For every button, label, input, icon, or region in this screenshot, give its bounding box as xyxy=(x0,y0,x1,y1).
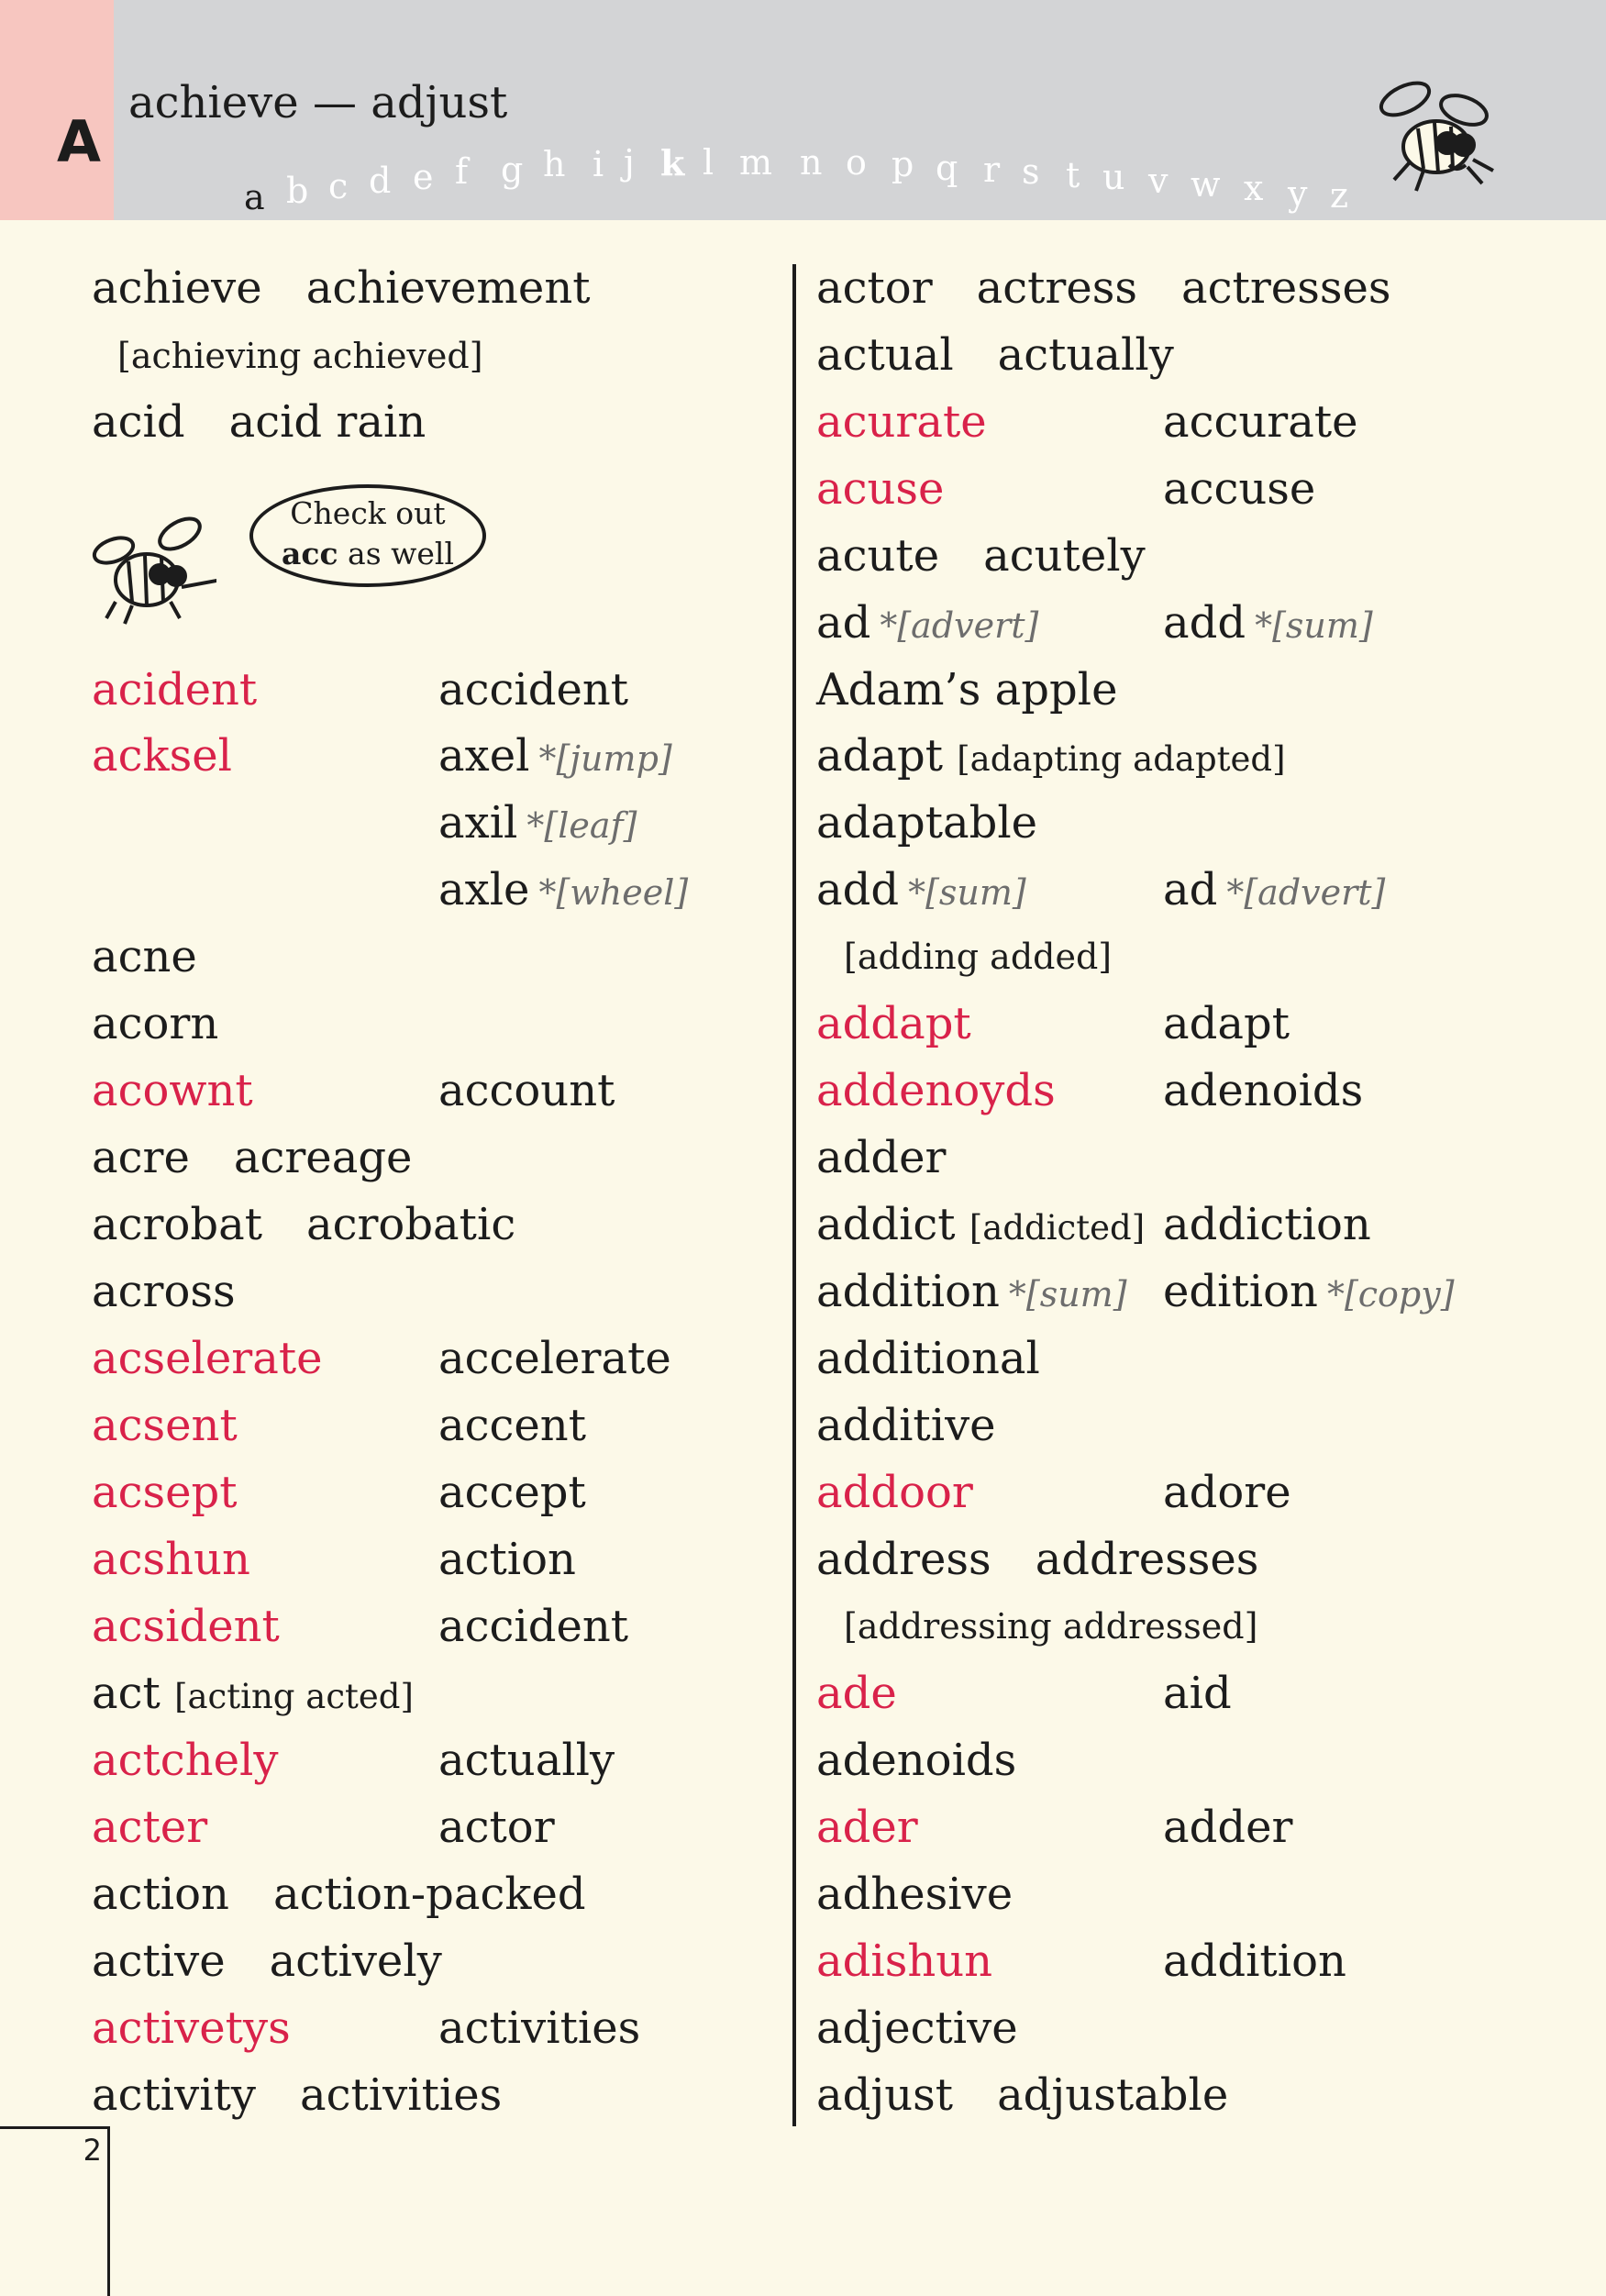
entry-edition: edition *[copy] xyxy=(1163,1266,1455,1317)
alphabet-letter-p: p xyxy=(892,144,914,184)
entry-action: action action-packed xyxy=(92,1869,586,1920)
entry-correct: ad *[advert] xyxy=(1163,864,1386,915)
alphabet-letter-h: h xyxy=(543,144,566,184)
entry-misspelling: acksel xyxy=(92,730,232,782)
entry-misspelling: addoor xyxy=(816,1467,973,1518)
entry-acre: acre acreage xyxy=(92,1132,413,1183)
entry-misspelling: addapt xyxy=(816,998,971,1049)
column-divider xyxy=(792,264,796,2126)
entry-correct: axil *[leaf] xyxy=(438,797,637,849)
entry-adhesive: adhesive xyxy=(816,1869,1013,1920)
entry-misspelling: acownt xyxy=(92,1065,253,1116)
alphabet-letter-n: n xyxy=(800,142,823,183)
entry-adjective: adjective xyxy=(816,2002,1018,2054)
entry-addition: addition *[sum] xyxy=(816,1266,1127,1317)
entry-misspelling: ade xyxy=(816,1668,897,1719)
page-number-box xyxy=(0,2126,110,2296)
alphabet-letter-r: r xyxy=(983,150,1001,190)
entry-correct: accelerate xyxy=(438,1333,671,1384)
alphabet-letter-w: w xyxy=(1191,164,1221,205)
entry-correct: addition xyxy=(1163,1936,1346,1987)
entry-misspelling: acsident xyxy=(92,1601,280,1652)
entry-active: active actively xyxy=(92,1936,442,1987)
entry-correct: accept xyxy=(438,1467,586,1518)
alphabet-letter-x: x xyxy=(1244,168,1264,208)
entry-acute: acute acutely xyxy=(816,530,1146,582)
entry-correct: aid xyxy=(1163,1668,1232,1719)
entry-misspelling: acuse xyxy=(816,463,945,515)
alphabet-letter-e: e xyxy=(413,157,434,197)
entry-addict: addict [addicted] xyxy=(816,1199,1146,1250)
entry-misspelling: acter xyxy=(92,1802,208,1853)
alphabet-letter-m: m xyxy=(739,142,773,183)
entry-activity: activity activities xyxy=(92,2069,503,2121)
entry-correct: activities xyxy=(438,2002,641,2054)
entry-misspelling: acsent xyxy=(92,1400,238,1451)
alphabet-strip xyxy=(244,142,1381,216)
entry-correct: actor xyxy=(438,1802,555,1853)
entry-correct: accuse xyxy=(1163,463,1316,515)
alphabet-letter-d: d xyxy=(369,161,392,201)
entry-correct: accident xyxy=(438,664,629,715)
alphabet-letter-k: k xyxy=(660,142,685,183)
entry-correct: action xyxy=(438,1534,576,1585)
entry-correct: adder xyxy=(1163,1802,1293,1853)
entry-acid: acid acid rain xyxy=(92,396,426,448)
bee-icon xyxy=(88,510,216,629)
entry-additive: additive xyxy=(816,1400,996,1451)
entry-acrobat: acrobat acrobatic xyxy=(92,1199,516,1250)
entry-adapt: adapt [adapting adapted] xyxy=(816,730,1286,782)
alphabet-letter-c: c xyxy=(328,166,349,206)
entry-acorn: acorn xyxy=(92,998,219,1049)
entry-achieve-forms: [achieving achieved] xyxy=(117,336,483,376)
entry-correct: accent xyxy=(438,1400,586,1451)
alphabet-letter-u: u xyxy=(1102,157,1125,197)
entry-correct: axle *[wheel] xyxy=(438,864,689,915)
entry-add-forms: [adding added] xyxy=(844,937,1113,977)
entry-misspelling: ader xyxy=(816,1802,918,1853)
entry-misspelling: acshun xyxy=(92,1534,250,1585)
entry-achieve: achieve achievement xyxy=(92,262,591,314)
entry-addiction: addiction xyxy=(1163,1199,1371,1250)
alphabet-letter-t: t xyxy=(1066,155,1080,195)
entry-misspelling: acsept xyxy=(92,1467,238,1518)
alphabet-letter-g: g xyxy=(501,150,524,190)
entry-actor: actor actress actresses xyxy=(816,262,1391,314)
alphabet-letter-z: z xyxy=(1330,175,1349,216)
entry-act: act [acting acted] xyxy=(92,1668,414,1719)
alphabet-letter-v: v xyxy=(1148,161,1169,201)
alphabet-letter-s: s xyxy=(1022,151,1040,192)
alphabet-letter-l: l xyxy=(703,142,714,183)
entry-address: address addresses xyxy=(816,1534,1259,1585)
entry-misspelling: activetys xyxy=(92,2002,291,2054)
entry-correct: axel *[jump] xyxy=(438,730,672,782)
entry-acne: acne xyxy=(92,931,197,982)
section-letter: A xyxy=(57,108,101,175)
alphabet-letter-b: b xyxy=(286,171,309,211)
entry-correct: adore xyxy=(1163,1467,1291,1518)
entry-ad: ad *[advert] xyxy=(816,597,1039,649)
entry-correct: adenoids xyxy=(1163,1065,1364,1116)
entry-adder: adder xyxy=(816,1132,947,1183)
page-number: 2 xyxy=(83,2133,102,2168)
alphabet-letter-i: i xyxy=(593,144,604,184)
entry-correct: accident xyxy=(438,1601,629,1652)
letter-tab xyxy=(0,0,114,220)
alphabet-letter-q: q xyxy=(936,148,958,188)
entry-add: add *[sum] xyxy=(816,864,1026,915)
entry-misspelling: actchely xyxy=(92,1735,279,1786)
alphabet-letter-f: f xyxy=(455,151,469,192)
entry-additional: additional xyxy=(816,1333,1040,1384)
entry-adams-apple: Adam’s apple xyxy=(816,664,1118,715)
entry-misspelling: adishun xyxy=(816,1936,993,1987)
alphabet-letter-a: a xyxy=(244,177,265,217)
entry-misspelling: acurate xyxy=(816,396,987,448)
bee-icon xyxy=(1372,77,1504,196)
entry-correct: account xyxy=(438,1065,615,1116)
alphabet-letter-y: y xyxy=(1288,173,1308,214)
entry-misspelling: acselerate xyxy=(92,1333,323,1384)
alphabet-letter-j: j xyxy=(624,142,635,183)
entry-adjust: adjust adjustable xyxy=(816,2069,1229,2121)
entry-correct: adapt xyxy=(1163,998,1290,1049)
entry-address-forms: [addressing addressed] xyxy=(844,1606,1258,1647)
entry-correct: actually xyxy=(438,1735,615,1786)
entry-across: across xyxy=(92,1266,236,1317)
entry-correct: add *[sum] xyxy=(1163,597,1373,649)
entry-adaptable: adaptable xyxy=(816,797,1038,849)
entry-misspelling: addenoyds xyxy=(816,1065,1056,1116)
alphabet-letter-o: o xyxy=(846,142,867,183)
entry-adenoids: adenoids xyxy=(816,1735,1017,1786)
speech-bubble: Check out acc as well xyxy=(249,484,486,587)
entry-correct: accurate xyxy=(1163,396,1358,448)
entry-misspelling: acident xyxy=(92,664,258,715)
page-range-title: achieve — adjust xyxy=(128,77,508,128)
entry-actual: actual actually xyxy=(816,329,1174,381)
